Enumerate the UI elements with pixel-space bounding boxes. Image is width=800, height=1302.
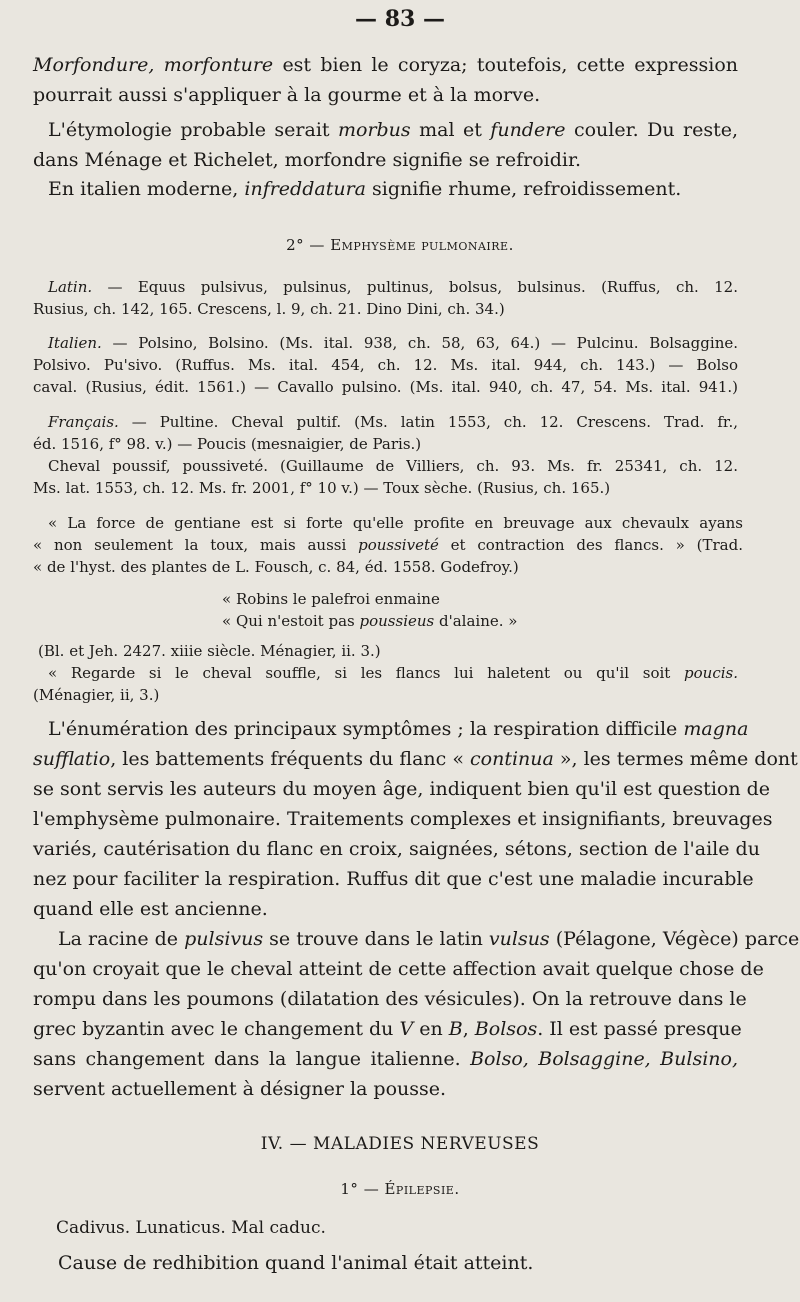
italic-term: magna xyxy=(683,718,749,740)
paragraph-line: rompu dans les poumons (dilatation des vésicules). On la retrouve dans le xyxy=(33,988,747,1010)
text-run: se trouve dans le latin xyxy=(263,928,489,950)
paragraph-line xyxy=(58,928,800,950)
note-line: Rusius, ch. 142, 165. Crescens, l. 9, ch. 21. Dino Dini, ch. 34.) xyxy=(33,300,505,318)
italic-term: sufflatio xyxy=(33,748,111,770)
quote-line: « La force de gentiane est si forte qu'elle profite en breuvage aux chevaulx ayans xyxy=(48,514,743,532)
italic-term: poucis. xyxy=(684,664,738,682)
paragraph-line: variés, cautérisation du flanc en croix, saignées, sétons, section de l'aile du xyxy=(33,838,760,860)
italic-term: Bolsos xyxy=(474,1018,538,1040)
note-line xyxy=(48,334,738,352)
italic-term: fundere xyxy=(490,119,566,141)
paragraph-line: l'emphysème pulmonaire. Traitements complexes et insignifiants, breuvages xyxy=(33,808,773,830)
text-run: — Polsino, Bolsino. (Ms. ital. 938, ch. 58, 63, 64.) — Pulcinu. Bolsaggine. xyxy=(101,334,738,352)
note-line: Ms. lat. 1553, ch. 12. Ms. fr. 2001, f° 10 v.) — Toux sèche. (Rusius, ch. 165.) xyxy=(33,479,611,497)
paragraph-line xyxy=(33,748,798,770)
text-run: , xyxy=(462,1018,475,1040)
text-run: signifie rhume, refroidissement. xyxy=(365,178,682,200)
italic-term: vulsus xyxy=(488,928,550,950)
quote-line: « de l'hyst. des plantes de L. Fousch, c. 84, éd. 1558. Godefroy.) xyxy=(33,558,519,576)
verse-line xyxy=(222,612,517,630)
paragraph-line: qu'on croyait que le cheval atteint de cette affection avait quelque chose de xyxy=(33,958,764,980)
paragraph-line xyxy=(33,1048,738,1070)
quote-line: (Ménagier, ii, 3.) xyxy=(33,686,160,704)
paragraph-line xyxy=(48,178,681,200)
text-run: (Pélagone, Végèce) parce xyxy=(549,928,800,950)
quote-line xyxy=(33,536,743,554)
text-run: en xyxy=(413,1018,449,1040)
note-line: Polsivo. Pu'sivo. (Ruffus. Ms. ital. 454, ch. 12. Ms. ital. 944, ch. 143.) — Bolso xyxy=(33,356,738,374)
text-run: est bien le coryza; toutefois, cette expression xyxy=(273,54,738,76)
text-run: , les battements fréquents du flanc « xyxy=(110,748,471,770)
paragraph-line xyxy=(33,54,738,76)
text-run: . Il est passé presque xyxy=(537,1018,742,1040)
italic-term: poussieus xyxy=(359,612,435,630)
note-line xyxy=(48,278,738,296)
text-run: — Pultine. Cheval pultif. (Ms. latin 1553, ch. 12. Crescens. Trad. fr., xyxy=(118,413,738,431)
paragraph-line xyxy=(33,1018,742,1040)
section-heading: 2° — Emphysème pulmonaire. xyxy=(286,236,514,254)
paragraph-line: servent actuellement à désigner la pousse. xyxy=(33,1078,447,1100)
verse-line: « Robins le palefroi enmaine xyxy=(222,590,440,608)
paragraph-line: pourrait aussi s'appliquer à la gourme et à la morve. xyxy=(33,84,541,106)
text-run: — Equus pulsivus, pulsinus, pultinus, bolsus, bulsinus. (Ruffus, ch. 12. xyxy=(92,278,738,296)
text-run: couler. Du reste, xyxy=(565,119,738,141)
note-line xyxy=(48,413,738,431)
paragraph-line: dans Ménage et Richelet, morfondre signifie se refroidir. xyxy=(33,149,581,171)
text-run: « non seulement la toux, mais aussi xyxy=(33,536,359,554)
italic-term: V xyxy=(399,1018,414,1040)
italic-term: pulsivus xyxy=(184,928,264,950)
paragraph-line: Cause de redhibition quand l'animal était atteint. xyxy=(58,1252,534,1274)
paragraph-line xyxy=(48,718,749,740)
text-run: et contraction des flancs. » (Trad. xyxy=(438,536,743,554)
italic-term: morbus xyxy=(337,119,411,141)
citation-line: (Bl. et Jeh. 2427. xiiie siècle. Ménagier, ii. 3.) xyxy=(38,642,381,660)
note-line: Cheval poussif, poussiveté. (Guillaume de Villiers, ch. 93. Ms. fr. 25341, ch. 12. xyxy=(48,457,738,475)
paragraph-line: quand elle est ancienne. xyxy=(33,898,268,920)
paragraph-line: nez pour faciliter la respiration. Ruffus dit que c'est une maladie incurable xyxy=(33,868,754,890)
text-run: », les termes même dont xyxy=(553,748,798,770)
note-line: caval. (Rusius, édit. 1561.) — Cavallo pulsino. (Ms. ital. 940, ch. 47, 54. Ms. ital. 941.) xyxy=(33,378,738,396)
language-label: Latin. xyxy=(48,278,93,296)
text-run: En italien moderne, xyxy=(48,178,245,200)
text-run: « Qui n'estoit pas xyxy=(222,612,360,630)
text-run: grec byzantin avec le changement du xyxy=(33,1018,400,1040)
language-label: Français. xyxy=(48,413,119,431)
italic-term: continua xyxy=(470,748,554,770)
text-run: d'alaine. » xyxy=(434,612,518,630)
chapter-heading: IV. — MALADIES NERVEUSES xyxy=(260,1134,540,1154)
note-line: éd. 1516, f° 98. v.) — Poucis (mesnaigier, de Paris.) xyxy=(33,435,422,453)
quote-line xyxy=(48,664,738,682)
language-label: Italien. xyxy=(48,334,102,352)
paragraph-line xyxy=(48,119,738,141)
epilepsie-names: Cadivus. Lunaticus. Mal caduc. xyxy=(56,1218,326,1238)
text-run: L'étymologie probable serait xyxy=(48,119,338,141)
italic-term: Bolso, Bolsaggine, Bulsino, xyxy=(470,1048,738,1070)
italic-term: Morfondure, morfonture xyxy=(33,54,274,76)
italic-term: poussiveté xyxy=(358,536,439,554)
italic-term: B xyxy=(448,1018,463,1040)
section-heading: 1° — Épilepsie. xyxy=(340,1180,460,1198)
italic-term: infreddatura xyxy=(244,178,366,200)
text-run: « Regarde si le cheval souffle, si les flancs lui haletent ou qu'il soit xyxy=(48,664,685,682)
text-run: sans changement dans la langue italienne. xyxy=(33,1048,471,1070)
text-run: mal et xyxy=(410,119,491,141)
text-run: L'énumération des principaux symptômes ; la respiration difficile xyxy=(48,718,684,740)
page-number: — 83 — xyxy=(355,6,445,32)
paragraph-line: se sont servis les auteurs du moyen âge, indiquent bien qu'il est question de xyxy=(33,778,771,800)
text-run: La racine de xyxy=(58,928,185,950)
